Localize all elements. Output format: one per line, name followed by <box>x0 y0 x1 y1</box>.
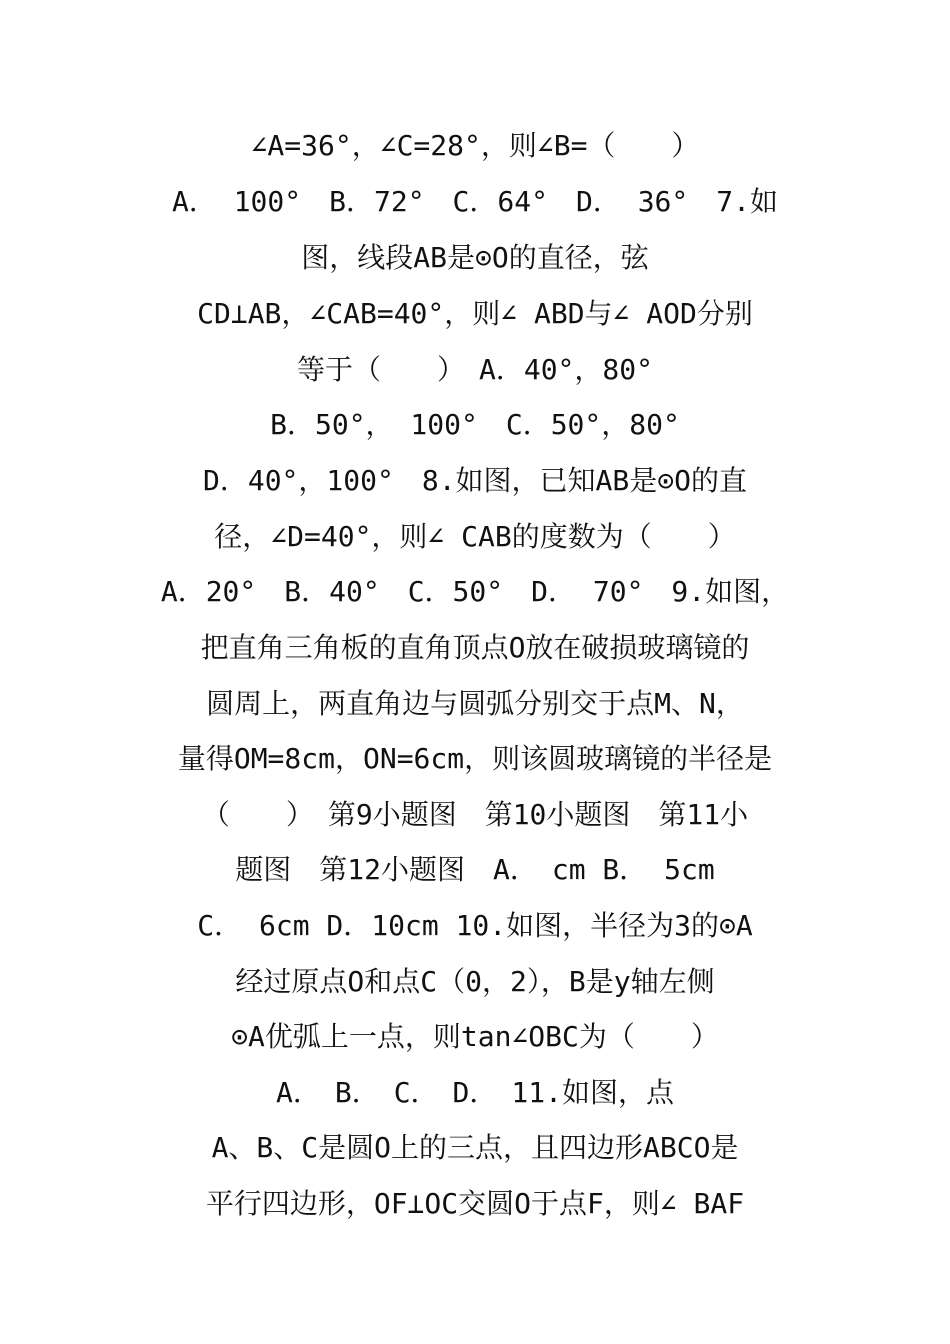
text-line-6: B．50°， 100° C．50°，80° <box>270 408 680 441</box>
text-line-2: A． 100° B．72° C．64° D． 36° 7.如 <box>171 185 778 218</box>
text-line-7: D．40°，100° 8.如图，已知AB是⊙O的直 <box>202 464 747 497</box>
text-line-5: 等于（ ） A．40°，80° <box>296 353 653 386</box>
text-line-3: 图，线段AB是⊙O的直径，弦 <box>301 241 649 274</box>
text-line-4: CD⊥AB，∠CAB=40°，则∠ ABD与∠ AOD分别 <box>197 297 753 330</box>
text-line-8: 径，∠D=40°，则∠ CAB的度数为（ ） <box>214 520 736 553</box>
text-line-12: 量得OM=8cm，ON=6cm，则该圆玻璃镜的半径是 <box>177 742 773 775</box>
text-line-14: 题图 第12小题图 A． cm B． 5cm <box>235 853 715 886</box>
text-line-17: ⊙A优弧上一点，则tan∠OBC为（ ） <box>231 1020 719 1053</box>
text-line-20: 平行四边形，OF⊥OC交圆O于点F，则∠ BAF <box>205 1187 745 1220</box>
text-line-16: 经过原点O和点C（0，2），B是y轴左侧 <box>235 965 715 998</box>
text-line-15: C． 6cm D．10cm 10.如图，半径为3的⊙A <box>197 909 753 942</box>
text-line-13: （ ） 第9小题图 第10小题图 第11小 <box>201 798 749 831</box>
text-line-11: 圆周上，两直角边与圆弧分别交于点M、N， <box>206 687 744 720</box>
text-line-1: ∠A=36°，∠C=28°，则∠B=（ ） <box>250 129 700 162</box>
text-line-9: A．20° B．40° C．50° D． 70° 9.如图， <box>160 575 790 608</box>
text-line-19: A、B、C是圆O上的三点，且四边形ABCO是 <box>211 1131 739 1164</box>
text-line-18: A． B． C． D． 11.如图，点 <box>275 1076 674 1109</box>
text-line-10: 把直角三角板的直角顶点O放在破损玻璃镜的 <box>200 631 750 664</box>
